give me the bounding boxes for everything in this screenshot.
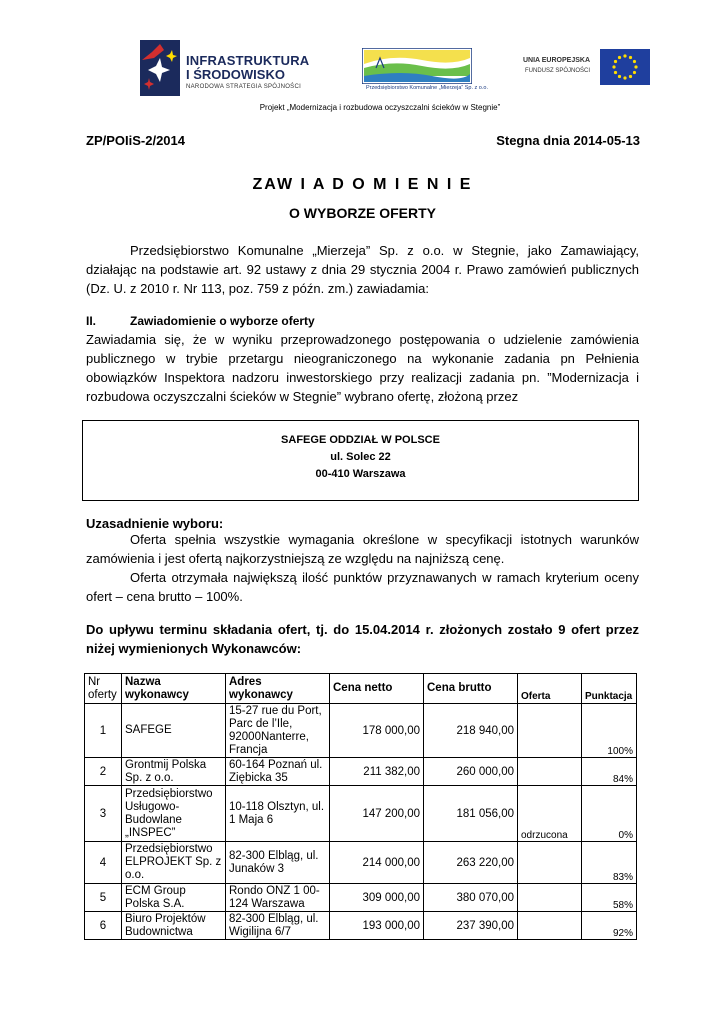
row-nr: 5 <box>85 884 122 912</box>
row-net: 214 000,00 <box>330 842 424 884</box>
document-title: ZAW I A D O M I E N I E <box>252 176 473 193</box>
eu-line1: UNIA EUROPEJSKA <box>522 57 590 64</box>
row-offer <box>518 842 582 884</box>
row-address: 82-300 Elbląg, ul. Wigilijna 6/7 <box>226 912 330 940</box>
row-nr: 1 <box>85 704 122 758</box>
row-name: Biuro Projektów Budownictwa <box>122 912 226 940</box>
table-row <box>85 786 637 842</box>
row-nr: 6 <box>85 912 122 940</box>
row-points: 100% <box>582 704 637 758</box>
row-nr: 3 <box>85 786 122 842</box>
row-net: 211 382,00 <box>330 758 424 786</box>
header-net: Cena netto <box>330 674 424 704</box>
logo-left-line2: I ŚRODOWISKO <box>186 67 285 82</box>
header-address: Adres wykonawcy <box>226 674 330 704</box>
table-row <box>85 704 637 758</box>
row-name: Grontmij Polska Sp. z o.o. <box>122 758 226 786</box>
header-points: Punktacja <box>582 674 637 704</box>
winner-name: SAFEGE ODDZIAŁ W POLSCE <box>281 434 440 446</box>
row-offer <box>518 758 582 786</box>
infrastruktura-logo <box>140 40 340 100</box>
justification-p2: Oferta otrzymała największą ilość punktów przyznawanych w ramach kryterium oceny ofert – cena brutto – 100%. <box>86 570 639 604</box>
row-name: ECM Group Polska S.A. <box>122 884 226 912</box>
mierzeja-logo <box>362 48 488 94</box>
row-gross: 181 056,00 <box>424 786 518 842</box>
logo-left-line1: INFRASTRUKTURA <box>186 53 310 68</box>
row-points: 0% <box>582 786 637 842</box>
row-points: 92% <box>582 912 637 940</box>
mierzeja-landscape-icon <box>362 48 472 84</box>
logo-mid-caption: Przedsiębiorstwo Komunalne „Mierzeja” Sp. z o.o. <box>366 85 488 91</box>
header-name: Nazwa wykonawcy <box>122 674 226 704</box>
winner-city: 00-410 Warszawa <box>315 468 406 480</box>
eu-line2: FUNDUSZ SPÓJNOŚCI <box>524 68 590 74</box>
row-name: Przedsiębiorstwo Usługowo-Budowlane „INSPEC” <box>122 786 226 842</box>
row-gross: 263 220,00 <box>424 842 518 884</box>
row-nr: 4 <box>85 842 122 884</box>
winner-box-divider <box>82 500 639 501</box>
offers-table <box>84 673 637 940</box>
justification-p1: Oferta spełnia wszystkie wymagania określone w specyfikacji istotnych warunków zamówienia i jest ofertą najkorzystniejszą ze względu na najniższą cenę. <box>86 532 639 566</box>
header-gross: Cena brutto <box>424 674 518 704</box>
winner-street: ul. Solec 22 <box>330 451 391 463</box>
row-gross: 380 070,00 <box>424 884 518 912</box>
document-date: Stegna dnia 2014-05-13 <box>496 133 640 148</box>
project-name: Projekt „Modernizacja i rozbudowa oczyszczalni ścieków w Stegnie” <box>259 103 501 112</box>
justification-title: Uzasadnienie wyboru: <box>86 516 224 531</box>
table-row <box>85 912 637 940</box>
row-points: 84% <box>582 758 637 786</box>
row-address: 60-164 Poznań ul. Ziębicka 35 <box>226 758 330 786</box>
document-subtitle: O WYBORZE OFERTY <box>289 205 436 221</box>
row-gross: 260 000,00 <box>424 758 518 786</box>
row-nr: 2 <box>85 758 122 786</box>
row-offer <box>518 704 582 758</box>
row-net: 178 000,00 <box>330 704 424 758</box>
offers-summary: Do upływu terminu składania ofert, tj. do 15.04.2014 r. złożonych zostało 9 ofert przez niżej wymienionych Wykonawców: <box>86 622 639 656</box>
table-row <box>85 758 637 786</box>
logo-left-line3: NARODOWA STRATEGIA SPÓJNOŚCI <box>186 84 302 90</box>
row-offer <box>518 884 582 912</box>
row-points: 58% <box>582 884 637 912</box>
row-name: Przedsiębiorstwo ELPROJEKT Sp. z o.o. <box>122 842 226 884</box>
header-offer: Oferta <box>518 674 582 704</box>
row-gross: 218 940,00 <box>424 704 518 758</box>
row-points: 83% <box>582 842 637 884</box>
row-gross: 237 390,00 <box>424 912 518 940</box>
winner-box <box>82 420 639 500</box>
eu-flag-icon <box>600 49 650 85</box>
row-name: SAFEGE <box>122 704 226 758</box>
row-offer <box>518 912 582 940</box>
nss-emblem-icon <box>140 40 182 96</box>
row-net: 193 000,00 <box>330 912 424 940</box>
header-nr: Nr oferty <box>85 674 122 704</box>
section-heading <box>86 314 315 328</box>
section-text: Zawiadamia się, że w wyniku przeprowadzonego postępowania o udzielenie zamówienia publicznego w trybie przetargu nieograniczonego na wykonanie zadania pn Pełnienia obowiązków Inspektora nadzoru inwestorskiego przy realizacji zadania pn. ”Modernizacja i rozbudowa oczyszczalni ścieków w Stegnie” wybrano ofertę, złożoną przez <box>86 332 639 404</box>
row-address: Rondo ONZ 1 00-124 Warszawa <box>226 884 330 912</box>
table-header-row <box>85 674 637 704</box>
intro-paragraph: Przedsiębiorstwo Komunalne „Mierzeja” Sp. z o.o. w Stegnie, jako Zamawiający, działając na podstawie art. 92 ustawy z dnia 29 stycznia 2004 r. Prawo zamówień publicznych (Dz. U. z 2010 r. Nr 113, poz. 759 z późn. zm.) zawiadamia: <box>86 243 639 296</box>
eu-logo <box>520 47 655 87</box>
reference-number: ZP/POIiS-2/2014 <box>86 133 185 148</box>
section-title: Zawiadomienie o wyborze oferty <box>130 314 315 328</box>
row-net: 309 000,00 <box>330 884 424 912</box>
table-row <box>85 842 637 884</box>
row-net: 147 200,00 <box>330 786 424 842</box>
row-address: 10-118 Olsztyn, ul. 1 Maja 6 <box>226 786 330 842</box>
table-row <box>85 884 637 912</box>
row-offer: odrzucona <box>518 786 582 842</box>
row-address: 82-300 Elbląg, ul. Junaków 3 <box>226 842 330 884</box>
row-address: 15-27 rue du Port, Parc de l’Ile, 92000Nanterre, Francja <box>226 704 330 758</box>
section-number: II. <box>86 314 97 328</box>
